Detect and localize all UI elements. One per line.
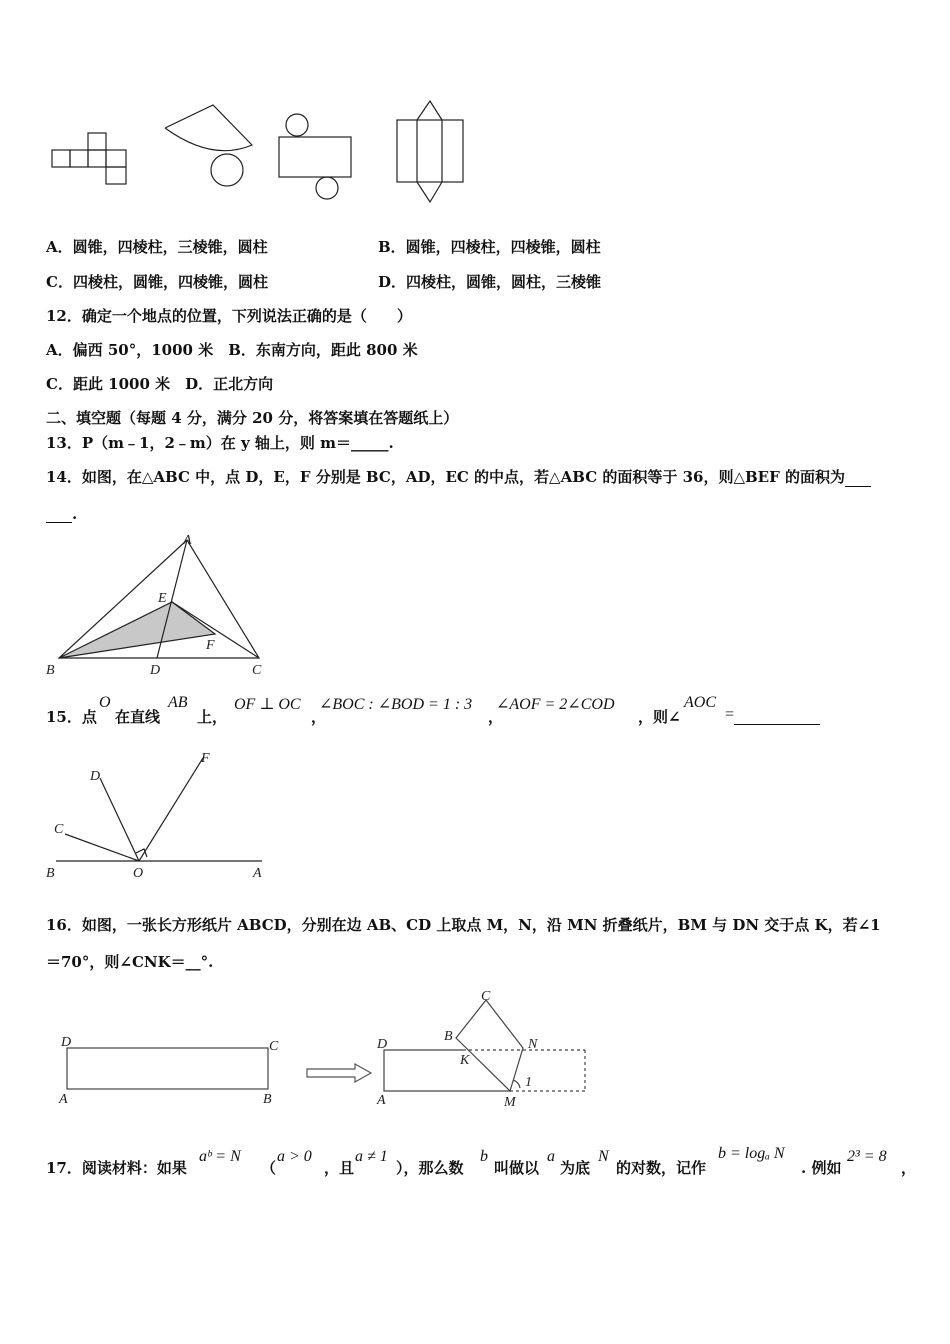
q16-rectangle-figure (55, 1030, 295, 1110)
q16-line1: 16．如图，一张长方形纸片 ABCD，分别在边 AB、CD 上取点 M，N，沿 MN 折叠纸片，BM 与 DN 交于点 K，若∠1 (46, 916, 881, 934)
q15-label-d: D (90, 769, 101, 784)
q11-option-a: A．圆锥，四棱柱，三棱锥，圆柱 (46, 238, 268, 256)
q12-options-row1: A．偏西 50°，1000 米 B．东南方向，距此 800 米 (46, 341, 418, 359)
q15-label-o: O (133, 866, 144, 881)
q16-right-label-a: A (377, 1093, 386, 1108)
q15-comma2: ， (488, 708, 504, 726)
q15-label-a: A (253, 866, 262, 881)
q15-prefix: 15．点 (46, 708, 97, 726)
q17-power-eq: aᵇ = N (199, 1148, 241, 1165)
q14-label-e: E (158, 591, 167, 606)
q11-option-c: C．四棱柱，圆锥，四棱锥，圆柱 (46, 273, 268, 291)
q17-mid: ），那么数 (396, 1159, 464, 1177)
q15-angle-figure (40, 748, 280, 883)
q16-right-label-m: M (504, 1095, 516, 1110)
q17-var-n: N (598, 1148, 609, 1165)
q17-var-b: b (480, 1148, 488, 1165)
q15-equals: = (724, 706, 735, 723)
q15-cond-angle: ∠AOF = 2∠COD (496, 696, 615, 713)
q14-line1 (46, 466, 871, 487)
q17-dui-shu: 的对数，记作 (616, 1159, 707, 1177)
q17-cond-positive: a > 0 (277, 1148, 312, 1165)
q15-shang: 上， (197, 708, 228, 726)
q17-wei-di: 为底 (560, 1159, 591, 1177)
q16-left-label-b: B (263, 1092, 272, 1107)
q16-arrow (305, 1062, 375, 1084)
q17-log-notation: b = logₐ N (718, 1145, 785, 1162)
q12-options-row2: C．距此 1000 米 D．正北方向 (46, 375, 274, 393)
q16-right-label-k: K (460, 1053, 470, 1068)
section-title-fill-blank: 二、填空题（每题 4 分，满分 20 分，将答案填在答题纸上） (46, 409, 459, 427)
q17-prefix: 17．阅读材料：如果 (46, 1159, 187, 1177)
q17-example: 2³ = 8 (847, 1148, 887, 1165)
net-figure-cone (160, 100, 260, 192)
q14-period: . (72, 505, 78, 523)
q15-answer-blank (734, 706, 820, 725)
q16-line2: ＝70°，则∠CNK＝__°. (46, 953, 214, 971)
q15-label-c: C (54, 822, 64, 837)
q14-text: 14．如图，在△ABC 中，点 D，E，F 分别是 BC，AD，EC 的中点，若△ABC 的面积等于 36，则△BEF 的面积为 (46, 468, 845, 486)
net-figure-triangular-prism (393, 98, 468, 206)
q15-cond-perpendicular: OF ⊥ OC (234, 696, 301, 713)
q17-tail: ， (901, 1159, 917, 1177)
q16-right-label-c: C (481, 989, 491, 1004)
q14-answer-blank-cont (46, 508, 72, 523)
q15-point-o: O (99, 694, 111, 711)
q16-right-label-d: D (377, 1037, 388, 1052)
q15-line-ab: AB (168, 694, 188, 711)
q17-cond-not-one: a ≠ 1 (355, 1148, 388, 1165)
q16-left-label-d: D (61, 1035, 72, 1050)
q11-option-b: B．圆锥，四棱柱，四棱锥，圆柱 (378, 238, 601, 256)
q14-label-d: D (150, 663, 161, 678)
q17-li-ru: . 例如 (801, 1159, 842, 1177)
q17-jiao: 叫做以 (494, 1159, 540, 1177)
q17-qie: ，且 (324, 1159, 355, 1177)
q15-label-f: F (201, 751, 210, 766)
q15-angle-aoc: AOC (684, 694, 716, 711)
q14-label-a: A (183, 533, 192, 548)
q16-folded-figure (370, 988, 600, 1113)
q17-paren-open: （ (261, 1159, 277, 1177)
q14-triangle-figure (40, 530, 280, 680)
q15-ze: ，则∠ (638, 708, 681, 726)
q16-angle-label-1: 1 (525, 1075, 532, 1090)
q14-line2 (46, 505, 77, 523)
q14-label-c: C (252, 663, 262, 678)
q13-text: 13．P（m﹣1，2﹣m）在 y 轴上，则 m＝_____. (46, 434, 394, 452)
q11-option-d: D．四棱柱，圆锥，圆柱，三棱锥 (378, 273, 602, 291)
q12-stem: 12．确定一个地点的位置，下列说法正确的是（ ） (46, 307, 412, 325)
q15-on-line: 在直线 (115, 708, 161, 726)
q17-var-a: a (547, 1148, 555, 1165)
net-figure-cross-squares (50, 130, 130, 186)
q16-right-label-n: N (528, 1037, 538, 1052)
q15-cond-ratio: ∠BOC : ∠BOD = 1 : 3 (319, 696, 473, 713)
q15-label-b: B (46, 866, 55, 881)
q16-left-label-a: A (59, 1092, 68, 1107)
q14-answer-blank (845, 472, 871, 487)
q14-label-b: B (46, 663, 55, 678)
q16-left-label-c: C (269, 1039, 279, 1054)
q14-label-f: F (206, 638, 215, 653)
q16-right-label-b: B (444, 1029, 453, 1044)
net-figure-cylinder (275, 112, 357, 204)
q15-comma1: ， (311, 708, 327, 726)
